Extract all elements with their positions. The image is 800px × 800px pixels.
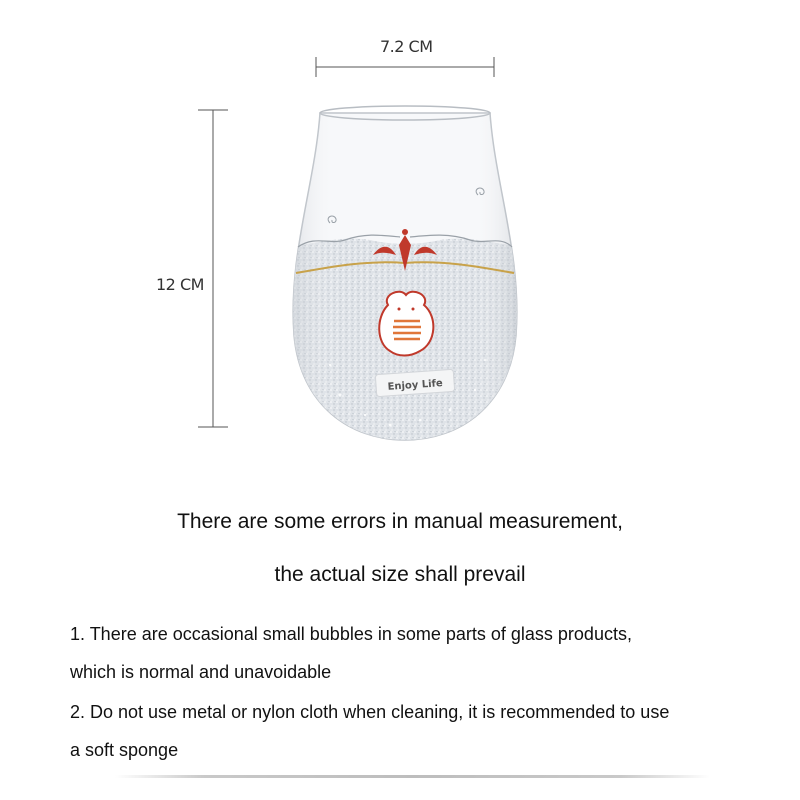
width-dimension-line xyxy=(316,57,494,77)
note-2-line1: 2. Do not use metal or nylon cloth when cleaning, it is recommended to use xyxy=(70,702,670,722)
enjoy-life-text: Enjoy Life xyxy=(387,378,444,393)
note-1-line1: 1. There are occasional small bubbles in some parts of glass products, xyxy=(70,624,632,644)
height-dimension-label: 12 CM xyxy=(156,275,204,294)
stemless-glass-image xyxy=(270,95,540,465)
width-dimension-label: 7.2 CM xyxy=(380,37,433,56)
bear-emblem xyxy=(379,292,433,356)
height-dimension-line xyxy=(198,110,228,427)
footer-divider xyxy=(115,775,710,778)
note-1-line2: which is normal and unavoidable xyxy=(70,662,332,682)
note-2-line2: a soft sponge xyxy=(70,740,179,760)
measurement-notice-line2: the actual size shall prevail xyxy=(274,563,526,586)
measurement-notice-line1: There are some errors in manual measurement, xyxy=(177,510,623,533)
